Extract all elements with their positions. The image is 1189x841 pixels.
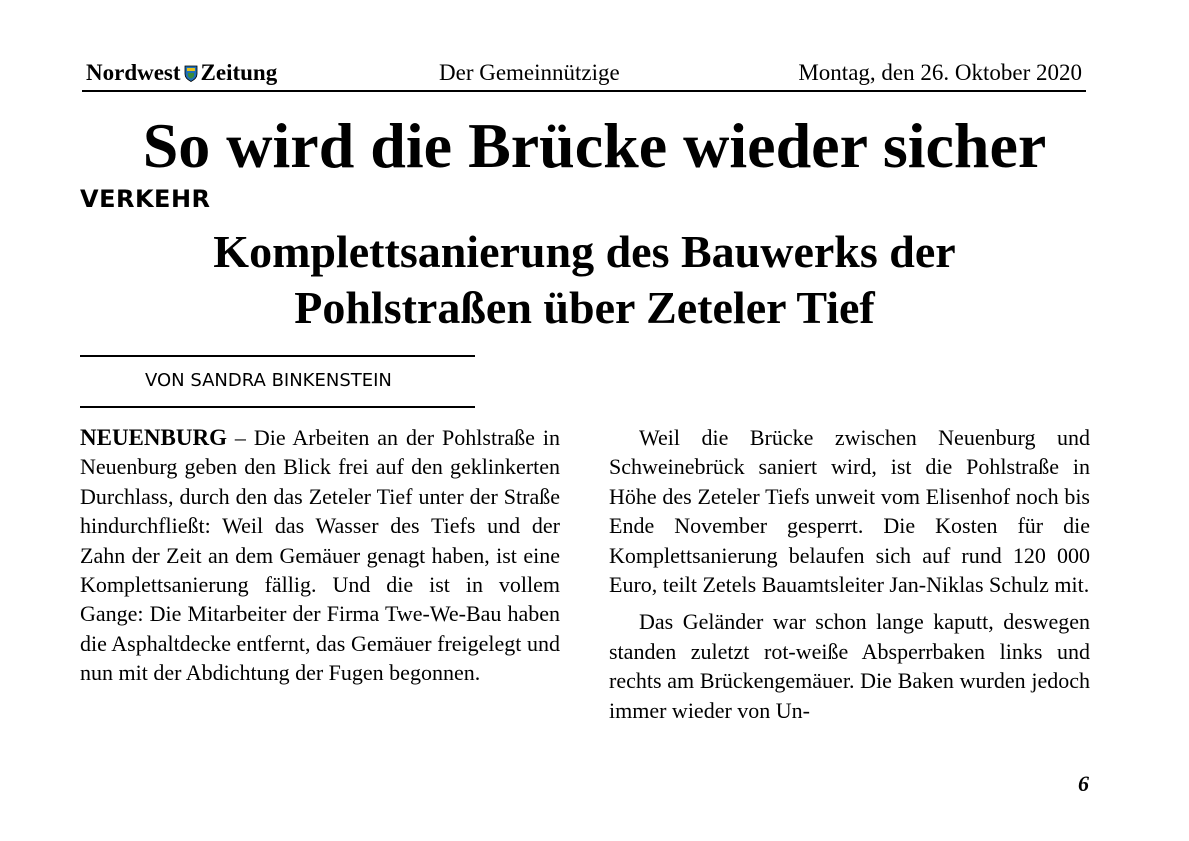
dateline: NEUENBURG — [80, 425, 227, 450]
headline: So wird die Brücke wieder sicher — [142, 110, 1047, 181]
issue-date: Montag, den 26. Oktober 2020 — [798, 60, 1082, 85]
paper-name-right: Zeitung — [200, 60, 278, 85]
article-column-2 — [609, 423, 1090, 725]
article-paragraph — [80, 423, 560, 688]
subheadline — [0, 224, 1169, 336]
masthead — [82, 58, 1086, 92]
byline-rule-bottom — [80, 406, 475, 408]
coat-of-arms-icon — [184, 65, 198, 82]
page-number: 6 — [1078, 771, 1089, 796]
paper-name-left: Nordwest — [86, 60, 181, 85]
subheadline-line-2: Pohlstraßen über Zeteler Tief — [294, 282, 875, 333]
article-paragraph: Weil die Brücke zwischen Neuenburg und Schweinebrück saniert wird, ist die Pohlstraße in Höhe des Zeteler Tiefs unweit vom Elisenhof noch bis Ende November gesperrt. Die Kosten für die Komplettsanierung belaufen sich auf rund 120 000 Euro, teilt Zetels Bauamtsleiter Jan-Niklas Schulz mit. — [609, 425, 1090, 598]
byline: VON SANDRA BINKENSTEIN — [145, 370, 392, 391]
section-name: Der Gemeinnützige — [439, 60, 620, 85]
paragraph-text: – Die Arbeiten an der Pohlstraße in Neuenburg geben den Blick frei auf den geklinkerten Durchlass, durch den das Zeteler Tief unter der Straße hindurchfließt: Weil das Wasser des Tiefs und der Zahn der Zeit an dem Gemäuer genagt haben, ist eine Komplettsanierung fällig. Und die ist in vollem Gange: Die Mitarbeiter der Firma Twe-We-Bau haben die Asphaltdecke entfernt, das Gemäuer freigelegt und nun mit der Abdichtung der Fugen begonnen. — [80, 425, 560, 686]
newspaper-name — [86, 58, 277, 88]
subheadline-line-1: Komplettsanierung des Bauwerks der — [213, 226, 956, 277]
byline-rule-top — [80, 355, 475, 357]
article-column-1 — [80, 423, 560, 688]
kicker: VERKEHR — [80, 185, 211, 213]
article-paragraph: Das Geländer war schon lange kaputt, deswegen standen zuletzt rot-weiße Absperrbaken links und rechts am Brückengemäuer. Die Baken wurden jedoch immer wieder von Un- — [609, 609, 1090, 723]
